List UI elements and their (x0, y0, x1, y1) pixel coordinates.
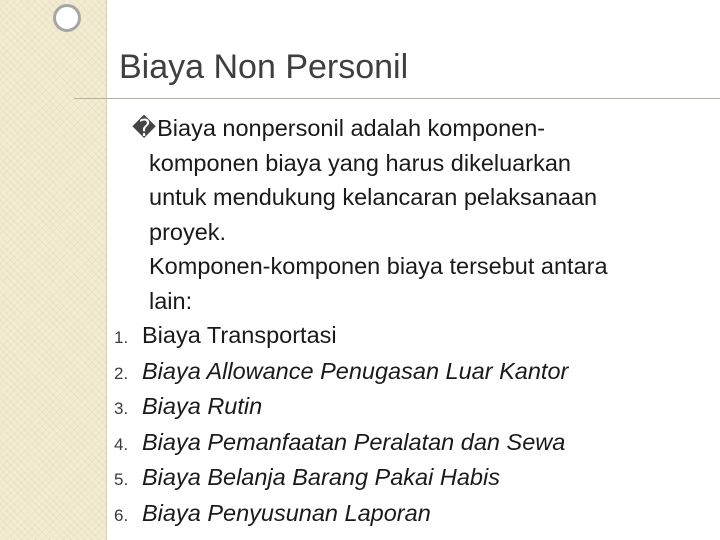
list-item-number: 4. (114, 434, 129, 454)
list-item (114, 389, 712, 425)
decorative-side-panel (0, 0, 106, 540)
list-item-text: Biaya Penyusunan Laporan (142, 499, 431, 526)
list-item-number: 5. (114, 470, 129, 489)
list-item-number: 3. (114, 399, 129, 418)
list-item-text: Biaya Allowance Penugasan Luar Kantor (142, 357, 569, 384)
intro-line (132, 111, 712, 146)
list-item-text: Biaya Belanja Barang Pakai Habis (142, 464, 500, 490)
list-item (114, 318, 712, 354)
component-list (114, 318, 712, 531)
intro-line: proyek. (149, 218, 227, 245)
title-divider (74, 98, 720, 99)
list-item-text: Biaya Pemanfaatan Peralatan dan Sewa (142, 428, 566, 455)
list-item (114, 496, 712, 532)
slide-body (114, 111, 712, 531)
list-item (114, 354, 712, 390)
list-item-text: Biaya Rutin (142, 393, 263, 419)
side-panel-border (106, 0, 107, 540)
intro-line: lain: (149, 287, 193, 314)
intro-line-text: Biaya nonpersonil adalah komponen- (157, 115, 546, 141)
slide-title: Biaya Non Personil (119, 48, 409, 86)
intro-line: Komponen-komponen biaya tersebut antara (149, 253, 608, 279)
ring-ornament-icon (53, 4, 81, 32)
intro-line: komponen biaya yang harus dikeluarkan (149, 149, 571, 176)
list-item-text: Biaya Transportasi (142, 322, 337, 348)
bullet-icon: � (132, 115, 157, 141)
intro-line: untuk mendukung kelancaran pelaksanaan (149, 184, 598, 210)
list-item-number: 2. (114, 363, 129, 383)
list-item (114, 460, 712, 496)
list-item-number: 6. (114, 505, 129, 525)
intro-paragraph (132, 111, 712, 318)
list-item (114, 425, 712, 461)
list-item-number: 1. (114, 328, 129, 347)
